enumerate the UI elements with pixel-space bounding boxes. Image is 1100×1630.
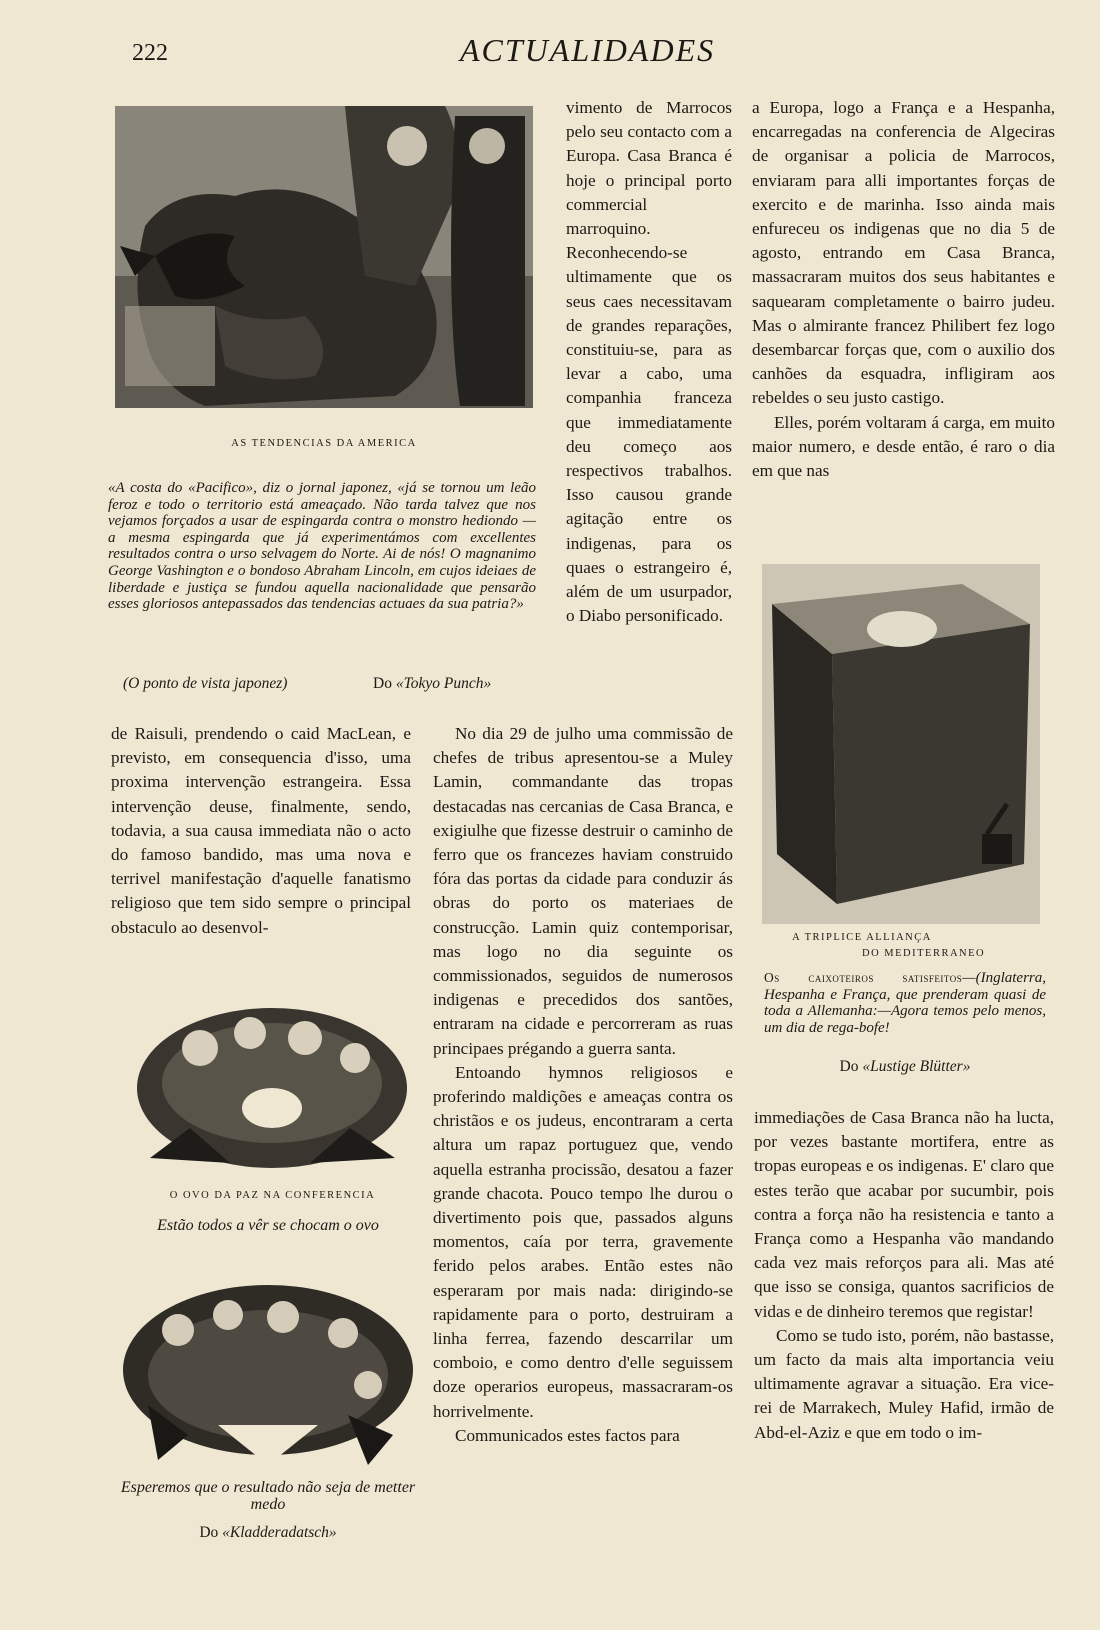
column3-paragraph-4: Como se tudo isto, porém, não bastasse, um facto da mais alta importancia veiu ultimamente agravar a situação. Era vice-rei de Marrakech, Muley Hafid, irmão de Abd-el-Aziz e que em todo o im-: [754, 1325, 1054, 1442]
figure3-caption: Esperemos que o resultado não seja de metter medo: [120, 1479, 416, 1513]
peace-egg-drawing: [130, 988, 415, 1183]
figure4-title-line2: DO MEDITERRANEO: [862, 948, 986, 959]
column3-bottom-text: [754, 1106, 1054, 1445]
figure4-title-line1: A TRIPLICE ALLIANÇA: [792, 932, 932, 943]
crate-drawing: [762, 564, 1040, 924]
triple-alliance-illustration: [762, 564, 1040, 924]
figure1-title: AS TENDENCIAS DA AMERICA: [231, 438, 417, 449]
column2-narrow-paragraph: vimento de Marrocos pelo seu contacto com a Europa. Casa Branca é hoje o principal porto commercial marroquino. Reconhecendo-se ultimamente que os seus caes necessitavam de grandes reparações, constituiu-se, para as levar a cabo, uma companhia franceza que immediatamente deu começo aos respectivos trabalhos. Isso causou grande agitação entre os indigenas, para os quaes o estrangeiro é, além de um usurpador, o Diabo personificado.: [566, 98, 732, 626]
lion-map-drawing: [115, 106, 533, 408]
figure4-credit-source: «Lustige Blütter»: [862, 1058, 971, 1075]
column3-paragraph-1: a Europa, logo a França e a Hespanha, encarregadas na conferencia de Algeciras de organisar a policia de Marrocos, enviaram para alli importantes forças de exercito e de marinha. Isso ainda mais enfureceu os indigenas que no dia 5 de agosto, entrando em Casa Branca, massacraram muitos dos seus habitantes e saquearam completamente o bairro judeu. Mas o almirante francez Philibert fez logo desembarcar forças que, com o auxilio dos canhões da esquadra, infligiram aos rebeldes o seu justo castigo.: [752, 98, 1055, 408]
figure4-caption-text: —(Inglaterra, Hespanha e França, que prenderam quasi de toda a Allemanha:—Agora temos pelo menos, um dia de rega-bofe!: [764, 970, 1046, 1036]
figure2-title: O OVO DA PAZ NA CONFERENCIA: [169, 1190, 376, 1201]
column3-paragraph-2: Elles, porém voltaram á carga, em muito maior numero, e desde então, é raro o dia em que nas: [752, 412, 1055, 481]
america-lion-illustration: [115, 106, 533, 408]
figure1-credit-prefix: Do: [373, 675, 392, 692]
column1-paragraph: de Raisuli, prendendo o caid MacLean, e previsto, em consequencia d'isso, uma proxima intervenção estrangeira. Essa intervenção deuse, finalmente, sendo, todavia, a sua causa immediata não o acto do famoso bandido, mas uma nova e terrivel manifestação d'aquelle fanatismo religioso que tem sido sempre o principal obstaculo ao desenvol-: [111, 724, 411, 937]
figure1-credit-row: [123, 675, 531, 693]
figure3-credit-prefix: Do: [199, 1524, 219, 1541]
figure2-caption: Estão todos a vêr se chocam o ovo: [157, 1217, 379, 1234]
page-number: 222: [132, 40, 168, 66]
figure1-credit-source: «Tokyo Punch»: [395, 675, 492, 692]
figure4-caption-lead: Os caixoteiros satisfeitos: [764, 970, 963, 985]
figure4-credit-prefix: Do: [839, 1058, 859, 1075]
crowd-egg-drawing: [118, 1275, 418, 1475]
column3-top-text: [752, 96, 1055, 483]
kladderadatsch-illustration: [118, 1275, 418, 1475]
column2-paragraph-2: Entoando hymnos religiosos e proferindo maldições e ameaças contra os christãos e os judeus, encontraram a certa altura um rapaz portuguez que, vendo aquella estranha procissão, desatou a fazer grande chacota. Pouco tempo lhe durou o divertimento pois que, passados alguns momentos, caía por terra, gravemente ferido pelos arabes. Então estes não esperaram por mais nada: dirigindo-se rapidamente para o porto, destruiram a linha ferrea, fazendo descarrilar um comboio, e como dentro d'elle seguissem doze operarios europeus, massacraram-os horrivelmente.: [433, 1062, 733, 1421]
figure3-credit: [118, 1524, 418, 1542]
column2-paragraph-3: Communicados estes factos para: [455, 1425, 680, 1445]
running-head: ACTUALIDADES: [460, 32, 716, 68]
column2-text: [433, 722, 733, 1448]
figure1-caption: «A costa do «Pacifico», diz o jornal japonez, «já se tornou um leão feroz e todo o territorio está ameaçado. Não tarda talvez que nos vejamos forçados a usar de espingarda contra o monstro hediondo — a mesma espingarda que já experimentámos com excellentes resultados contra o urso selvagem do Norte. Ai de nós! O magnanimo George Vashington e o bondoso Abraham Lincoln, em cujos ideiaes de liberdade e justiça se fundou aquella nacionalidade que pensarão esses gloriosos antepassados das tendencias actuaes da sua patria?»: [108, 480, 536, 613]
figure1-credit: [373, 675, 491, 693]
figure3-credit-source: «Kladderadatsch»: [222, 1524, 337, 1541]
column3-paragraph-3: immediações de Casa Branca não ha lucta, por vezes bastante mortifera, entre as tropas europeas e os indigenas. E' claro que estes terão que acabar por sucumbir, pois contra a força não ha resistencia e tanto a França como a Hespanha vão mandando cada vez mais reforços para ali. Mas até que isso se consiga, quantos sacrificios de vidas e de dinheiro teremos que registar!: [754, 1108, 1054, 1321]
figure4-caption: [764, 970, 1046, 1036]
column2-narrow-text: [566, 96, 732, 628]
peace-egg-illustration: [130, 988, 415, 1183]
figure4-credit: [764, 1058, 1046, 1076]
column2-paragraph-1: No dia 29 de julho uma commissão de chefes de tribus apresentou-se a Muley Lamin, commandante das tropas destacadas nas cercanias de Casa Branca, e exigiulhe que fizesse destruir o caminho de ferro que os francezes haviam construido fóra das portas da cidade para conduzir ás obras do porto os materiaes de construcção. Lamin quiz contemporisar, mas logo no dia seguinte os commissionados, seguidos de numerosos indigenas e precedidos dos santões, entraram na cidade e percorreram as ruas principaes prégando a guerra santa.: [433, 724, 733, 1058]
figure1-note: (O ponto de vista japonez): [123, 675, 288, 692]
column1-text: [111, 722, 411, 940]
